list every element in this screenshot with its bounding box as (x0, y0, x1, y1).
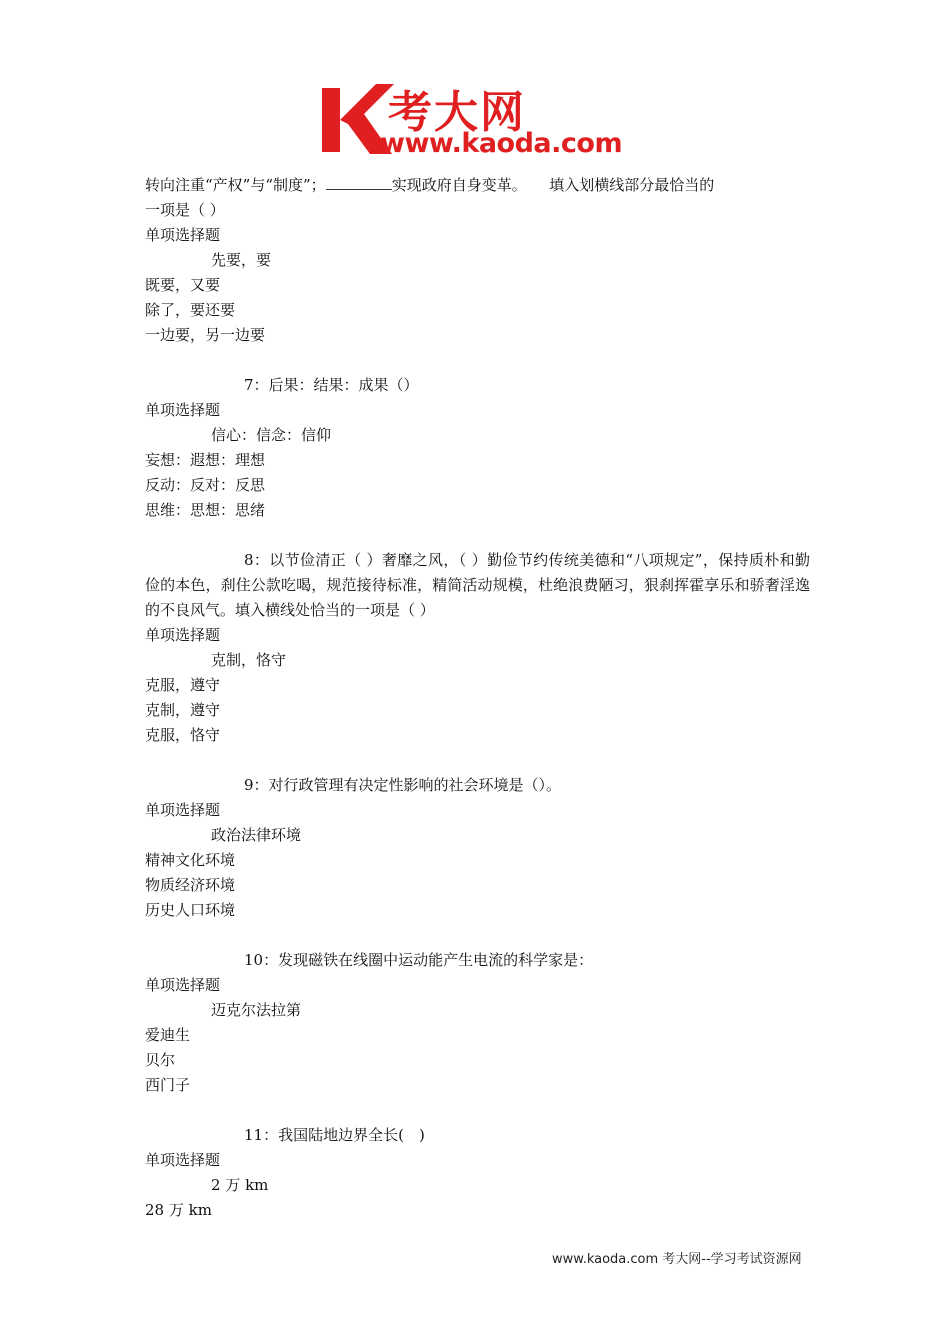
logo-brand-name: 考大网 (388, 87, 526, 138)
q6-stem-part-b: 实现政府自身变革。 填入划横线部分最恰当的 (391, 176, 715, 194)
question-content (145, 173, 810, 1223)
q6-option-a: 先要，要 (211, 251, 272, 269)
q9-option-a: 政治法律环境 (211, 826, 302, 844)
q11-question-type: 单项选择题 (145, 1151, 221, 1169)
q6-option-c: 除了，要还要 (145, 301, 236, 319)
q7-stem: 7：后果：结果：成果（） (244, 376, 419, 394)
q8-stem: 8：以节俭清正（ ）奢靡之风，（ ）勤俭节约传统美德和“八项规定”，保持质朴和勤俭的本色，刹住公款吃喝，规范接待标准，精简活动规模，杜绝浪费陋习，狠刹挥霍享乐和骄奢淫逸的不良风气。填入横线处恰当的一项是（ ） (145, 551, 810, 619)
q11-stem: 11：我国陆地边界全长( ) (244, 1126, 425, 1144)
spacer (145, 1098, 810, 1123)
q8-question-type: 单项选择题 (145, 626, 221, 644)
q7-option-b: 妄想：遐想：理想 (145, 451, 266, 469)
q7-question-type: 单项选择题 (145, 401, 221, 419)
q6-stem-line-2: 一项是（ ） (145, 201, 225, 219)
q8-option-d: 克服，恪守 (145, 726, 221, 744)
q8-option-c: 克制，遵守 (145, 701, 221, 719)
q6-option-d: 一边要，另一边要 (145, 326, 266, 344)
logo-brand-url: www.kaoda.com (380, 128, 623, 159)
q9-option-d: 历史人口环境 (145, 901, 236, 919)
q9-stem: 9：对行政管理有决定性影响的社会环境是（）。 (244, 776, 562, 794)
spacer (145, 523, 810, 548)
q10-option-b: 爱迪生 (145, 1026, 191, 1044)
page-footer[interactable]: www.kaoda.com 考大网--学习考试资源网 (552, 1252, 802, 1267)
q6-stem-part-a: 转向注重“产权”与“制度”； (145, 176, 326, 194)
kaoda-logo[interactable] (318, 80, 638, 162)
q10-option-a: 迈克尔法拉第 (211, 1001, 302, 1019)
q7-option-d: 思维：思想：思绪 (145, 501, 266, 519)
q7-option-a: 信心：信念：信仰 (211, 426, 332, 444)
q10-option-d: 西门子 (145, 1076, 191, 1094)
q9-option-c: 物质经济环境 (145, 876, 236, 894)
q6-option-b: 既要，又要 (145, 276, 221, 294)
spacer (145, 748, 810, 773)
q7-option-c: 反动：反对：反思 (145, 476, 266, 494)
spacer (145, 348, 810, 373)
q9-option-b: 精神文化环境 (145, 851, 236, 869)
q8-option-a: 克制，恪守 (211, 651, 287, 669)
q10-question-type: 单项选择题 (145, 976, 221, 994)
q6-stem-line-1 (145, 173, 810, 198)
q9-question-type: 单项选择题 (145, 801, 221, 819)
q8-option-b: 克服，遵守 (145, 676, 221, 694)
q11-option-a: 2 万 km (211, 1176, 269, 1194)
q10-option-c: 贝尔 (145, 1051, 176, 1069)
spacer (145, 923, 810, 948)
q10-stem: 10：发现磁铁在线圈中运动能产生电流的科学家是： (244, 951, 594, 969)
fill-blank (326, 175, 392, 190)
q6-question-type: 单项选择题 (145, 226, 221, 244)
q11-option-b: 28 万 km (145, 1201, 212, 1219)
